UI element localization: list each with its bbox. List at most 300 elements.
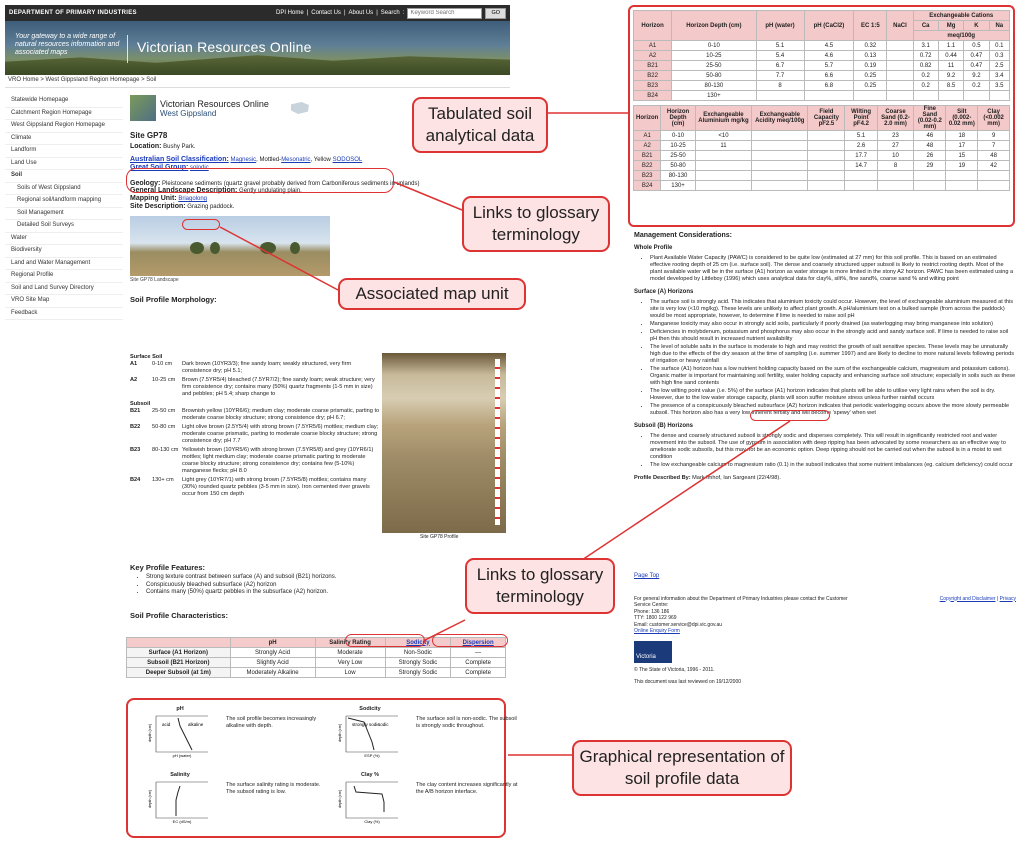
dpi-home-link[interactable]: DPI Home <box>276 10 304 16</box>
table1-cell <box>887 81 913 91</box>
table2-column-header: Horizon Depth (cm) <box>661 106 695 131</box>
table2-cell <box>752 151 808 161</box>
table2-cell: 130+ <box>661 181 695 191</box>
location-label: Location: <box>130 143 162 150</box>
table1-cell: 0.25 <box>854 71 887 81</box>
table1-column-header: Horizon Depth (cm) <box>672 11 756 41</box>
footer-contact-row <box>634 596 1016 635</box>
table2-column-header: Field Capacity pF2.5 <box>808 106 845 131</box>
characteristics-column-header <box>127 638 231 648</box>
table2-cell <box>845 171 877 181</box>
table2-cell <box>808 151 845 161</box>
characteristics-title: Soil Profile Characteristics: <box>130 610 228 620</box>
table2-cell: 8 <box>877 161 914 171</box>
mini-plot-svg <box>148 778 212 824</box>
sidebar-item[interactable]: Catchment Region Homepage <box>5 108 123 121</box>
go-button[interactable]: GO <box>485 8 506 19</box>
victoria-logo-text: Victoria <box>636 654 656 660</box>
table2-row <box>634 171 1010 181</box>
table2-cell <box>877 171 914 181</box>
table1-cell: 4.5 <box>804 41 854 51</box>
victoria-logo <box>634 641 672 663</box>
horizon-code: B21 <box>130 408 141 414</box>
management-title: Management Considerations: <box>634 232 733 239</box>
table1-cell <box>913 91 938 101</box>
mini-plot-xlabel: Clay (%) <box>364 819 380 824</box>
management-item: • The dense and coarsely structured subsoil is strongly sodic and disperses completely. This will result in significantly restricted root and water movement into the subsoil. The use of gypsum in association with deep ripping has been advocated by some researchers as an effective way to ameliorate sodic subsoils, but this may not be an economic option. Deep ripping should not be carried out when the subsoil is in a moist to wet condition <box>650 433 1016 461</box>
described-label: Profile Described By: <box>634 475 691 481</box>
sidebar-item[interactable]: Land Use <box>5 158 123 171</box>
table2-cell <box>752 181 808 191</box>
mini-plot-label: acid <box>162 722 171 727</box>
logo-line-1: Victorian Resources Online <box>160 98 269 109</box>
table2-cell: 19 <box>946 161 978 171</box>
table1-cell: A1 <box>634 41 672 51</box>
logo-line-2: West Gippsland <box>160 108 217 118</box>
management-section <box>634 232 1016 482</box>
table1-cell <box>938 91 963 101</box>
characteristics-row-header: Surface (A1 Horizon) <box>127 648 231 658</box>
footer-contact <box>634 596 864 635</box>
table1-row <box>634 91 1010 101</box>
table1-cell <box>964 91 989 101</box>
table1-cell: 0.3 <box>989 51 1009 61</box>
table2-cell <box>752 161 808 171</box>
dispersion-highlight <box>432 634 508 647</box>
characteristics-cell: Very Low <box>315 658 385 668</box>
table1-cell <box>804 91 854 101</box>
table1-cell: 50-80 <box>672 71 756 81</box>
whole-profile-title: Whole Profile <box>634 245 673 251</box>
key-feature-item: • Strong texture contrast between surface (A) and subsoil (B21) horizons. <box>146 574 508 582</box>
asc-link[interactable]: Australian Soil Classification: <box>130 156 229 163</box>
gld-value: Gently undulating plain. <box>239 188 302 194</box>
mini-plot-title: Clay % <box>360 772 380 778</box>
characteristics-cell: Low <box>315 668 385 678</box>
table1-cell: 0.1 <box>989 41 1009 51</box>
horizon-code: A1 <box>130 361 138 367</box>
gld-label: General Landscape Description: <box>130 187 238 194</box>
table2-row <box>634 181 1010 191</box>
table1-cell <box>887 61 913 71</box>
sidebar-item[interactable]: Landform <box>5 145 123 158</box>
mini-plot-description: The clay content increases significantly at the A/B horizon interface. <box>416 782 518 795</box>
horizon-depth: 80-130 cm <box>152 447 179 453</box>
table2-cell <box>752 131 808 141</box>
mapping-unit-link[interactable]: Briagolong <box>178 196 208 202</box>
mapping-unit-line <box>130 195 510 203</box>
table2-column-header: Exchangeable Acidity meq/100g <box>752 106 808 131</box>
table1-column-header: Horizon <box>634 11 672 41</box>
table1-column-header: pH (CaCl2) <box>804 11 854 41</box>
management-item: • The low wilting point value (i.e. 5%) of the surface (A1) horizon indicates that plants will be able to utilise very light rains when the soil is dry. However, due to the low water storage capacity, plants will soon suffer moisture stress unless further rainfall occurs <box>650 388 1016 402</box>
table1-cell <box>887 91 913 101</box>
morphology-list <box>130 351 380 500</box>
table1-column-header: pH (water) <box>756 11 804 41</box>
key-features-list <box>146 574 508 597</box>
horizon-depth: 10-25 cm <box>152 377 176 383</box>
characteristics-column-header[interactable]: Sodicity <box>385 638 451 648</box>
table2-cell: 9 <box>978 131 1010 141</box>
table1-cell: 0.47 <box>964 61 989 71</box>
profile-photo-caption: Site GP78 Profile <box>420 534 459 540</box>
table1-subheader: Mg <box>938 21 963 31</box>
mapping-unit-label: Mapping Unit: <box>130 195 177 202</box>
asc-text-2: , Yellow <box>310 157 333 163</box>
table1-cell: 8.5 <box>938 81 963 91</box>
table1-row <box>634 51 1010 61</box>
table1-cell: 0.2 <box>964 81 989 91</box>
management-item: • Deficiencies in molybdenum, potassium and phosphorus may also occur in the strongly acid and sandy surface soil. If lime is needed to raise soil pH then this should result in increased nutrient availability <box>650 329 1016 343</box>
characteristics-cell: Strongly Sodic <box>385 658 451 668</box>
table2-cell <box>946 181 978 191</box>
sidebar-item[interactable]: Regional soil/landform mapping <box>5 195 123 208</box>
table1-cell: 0.13 <box>854 51 887 61</box>
table2-cell: 2.6 <box>845 141 877 151</box>
sidebar-item[interactable]: VRO Site Map <box>5 295 123 308</box>
mini-plot-description: The surface soil is non-sodic. The subsoil is strongly sodic throughout. <box>416 716 517 729</box>
mini-plot-3 <box>148 772 212 824</box>
table2-cell <box>914 171 946 181</box>
table1-cell: 25-50 <box>672 61 756 71</box>
characteristics-cell: — <box>451 648 506 658</box>
table2-cell <box>695 151 751 161</box>
table1-cell: 0.47 <box>964 51 989 61</box>
sidebar-item[interactable]: Water <box>5 233 123 246</box>
horizon-depth: 50-80 cm <box>152 424 176 430</box>
table1-cell: 5.7 <box>804 61 854 71</box>
copyright-link[interactable]: Copyright and Disclaimer <box>939 595 996 602</box>
table2-column-header: Exchangeable Aluminium mg/kg <box>695 106 751 131</box>
table2-cell: 17.7 <box>845 151 877 161</box>
table1-cell: 6.8 <box>804 81 854 91</box>
table1-cell: 0.72 <box>913 51 938 61</box>
top-navigation-bar <box>5 5 510 21</box>
table2-row <box>634 141 1010 151</box>
table2-cell: B23 <box>634 171 661 181</box>
table1-cell: 8 <box>756 81 804 91</box>
table1-cell: 80-130 <box>672 81 756 91</box>
table2-cell: A2 <box>634 141 661 151</box>
table1-cell: 9.2 <box>938 71 963 81</box>
mini-plot-ylabel: depth (cm) <box>338 723 342 742</box>
characteristics-cell: Non-Sodic <box>385 648 451 658</box>
table2-row <box>634 161 1010 171</box>
table1-cell: 6.6 <box>804 71 854 81</box>
characteristics-column-header[interactable]: Dispersion <box>451 638 506 648</box>
management-item: • Manganese toxicity may also occur in strongly acid soils, particularly if poorly drained (as waterlogging may bring manganese into solution) <box>650 321 1016 328</box>
table2-cell <box>808 131 845 141</box>
mini-plot-ylabel: depth (cm) <box>148 789 152 808</box>
characteristics-row <box>127 658 506 668</box>
callout-tabulated-data: Tabulated soil analytical data <box>412 97 548 153</box>
top-links: DPI Home | Contact Us | About Us | Search : Keyword Search GO <box>276 8 506 19</box>
table2-cell: 0-10 <box>661 131 695 141</box>
surface-title: Surface (A) Horizons <box>634 289 694 295</box>
table2-cell <box>978 181 1010 191</box>
mini-plot-title: pH <box>176 706 184 712</box>
sidebar-item[interactable]: Soil and Land Survey Directory <box>5 283 123 296</box>
table2-cell: 26 <box>914 151 946 161</box>
table1-cell: 6.7 <box>756 61 804 71</box>
table2-cell: 18 <box>946 131 978 141</box>
table1-cell: 3.1 <box>913 41 938 51</box>
table1-cell: 0-10 <box>672 41 756 51</box>
mini-plot-line <box>354 786 384 812</box>
horizon-description: Dark brown (10YR3/3); fine sandy loam; weakly structured, very firm consistence dry; pH 5.1; <box>182 361 352 374</box>
horizon-depth: 0-10 cm <box>152 361 173 367</box>
site-description-line <box>130 203 510 211</box>
vro-logo-text <box>160 99 269 118</box>
characteristics-cell: Moderately Alkaline <box>230 668 315 678</box>
physical-data-table <box>633 105 1010 191</box>
table2-cell <box>808 141 845 151</box>
sidebar-item[interactable]: Statewide Homepage <box>5 95 123 108</box>
magnesic-link[interactable]: Magnesic <box>230 157 257 163</box>
sodosol-link[interactable]: SODOSOL <box>332 157 363 163</box>
mini-plot-xlabel: EC (dS/m) <box>172 819 192 824</box>
table1-cell <box>854 91 887 101</box>
footer-enquiry-link[interactable]: Online Enquiry Form <box>634 628 680 634</box>
table1-subheader: Ca <box>913 21 938 31</box>
mini-plot-description: The soil profile becomes increasingly alkaline with depth. <box>226 716 317 729</box>
table1-column-header: Exchangeable Cations <box>913 11 1010 21</box>
table2-column-header: Horizon <box>634 106 661 131</box>
callout-map-unit: Associated map unit <box>338 278 526 310</box>
landscape-photo <box>130 216 330 276</box>
page-footer <box>634 573 1016 686</box>
mesonatric-link[interactable]: Mesonatric <box>281 157 311 163</box>
table2-cell <box>752 171 808 181</box>
callout-glossary-1: Links to glossary terminology <box>462 196 610 252</box>
table1-column-header: EC 1:5 <box>854 11 887 41</box>
table1-cell: 1.1 <box>938 41 963 51</box>
described-value: Mark Imhof, Ian Sargeant (22/4/98). <box>692 475 781 481</box>
morphology-row <box>130 408 380 422</box>
site-banner <box>5 21 510 75</box>
table1-cell: 10-25 <box>672 51 756 61</box>
table1-row <box>634 81 1010 91</box>
sidebar-item[interactable]: Biodiversity <box>5 245 123 258</box>
table1-cell <box>989 91 1009 101</box>
table1-cell: 2.5 <box>989 61 1009 71</box>
table1-header-row <box>634 11 1010 21</box>
management-item: • The presence of a conspicuously bleached subsurface (A2) horizon indicates that periodic waterlogging occurs above the more slowly permeable subsoil. This horizon also has a very low inherent fertility and will become 'spewy' when wet <box>650 403 1016 417</box>
morphology-group-label: Surface Soil <box>130 354 163 360</box>
table1-subheader: K <box>964 21 989 31</box>
site-title: Site GP78 <box>130 131 168 140</box>
mini-plot-ylabel: depth (cm) <box>338 789 342 808</box>
mini-plot-description: The surface salinity rating is moderate. The subsoil rating is low. <box>226 782 321 795</box>
table2-cell <box>808 161 845 171</box>
mini-plot-title: Sodicity <box>359 706 381 712</box>
characteristics-column-header: Salinity Rating <box>315 638 385 648</box>
whole-profile-list <box>650 255 1016 283</box>
table2-cell: 14.7 <box>845 161 877 171</box>
sidebar-item[interactable]: Soil <box>5 170 123 183</box>
table1-cell: 0.5 <box>964 41 989 51</box>
sidebar-item[interactable]: Soils of West Gippsland <box>5 183 123 196</box>
table2-cell: 7 <box>978 141 1010 151</box>
sidebar-item[interactable]: Regional Profile <box>5 270 123 283</box>
table1-cell: 3.4 <box>989 71 1009 81</box>
horizon-description: Light grey (10YR7/1) with strong brown (7.5YR5/8) mottles; contains many (30%) rounded quartz pebbles (3-5 mm in size). Iron cemented river gravels occur from 150 cm depth <box>182 477 370 497</box>
table2-cell: 46 <box>914 131 946 141</box>
characteristics-cell: Strongly Acid <box>230 648 315 658</box>
sidebar-item[interactable]: West Gippsland Region Homepage <box>5 120 123 133</box>
table2-cell: 48 <box>914 141 946 151</box>
table1-cell <box>756 91 804 101</box>
asc-text-1: , Mottled- <box>256 157 282 163</box>
characteristics-column-header: pH <box>230 638 315 648</box>
glossary-link-highlight <box>750 410 830 421</box>
table1-row <box>634 41 1010 51</box>
table1-cell: 0.2 <box>913 81 938 91</box>
table2-row <box>634 151 1010 161</box>
department-name: DEPARTMENT OF PRIMARY INDUSTRIES <box>9 10 137 16</box>
site-description-label: Site Description: <box>130 203 186 210</box>
mini-plot-axes <box>156 782 208 818</box>
morphology-row <box>130 424 380 445</box>
sidebar-item[interactable]: Climate <box>5 133 123 146</box>
table1-cell: B24 <box>634 91 672 101</box>
morphology-row <box>130 361 380 375</box>
table1-cell: 11 <box>938 61 963 71</box>
table1-cell: 5.4 <box>756 51 804 61</box>
horizon-description: Light olive brown (2.5Y5/4) with strong brown (7.5YR5/6) mottles; medium clay; moderate coarse prismatic, parting to moderate coarse blocky structure; strong consistence dry; pH 7.7 <box>182 424 379 444</box>
measuring-tape <box>495 359 500 525</box>
footer-general: For general information about the Department of Primary Industries please contact the Customer Service Centre: <box>634 595 848 608</box>
key-feature-item: • Conspicuously bleached subsurface (A2) horizon <box>146 582 508 590</box>
characteristics-cell: Moderate <box>315 648 385 658</box>
footer-legal-links: Copyright and Disclaimer | Privacy <box>939 595 1016 602</box>
table1-cell: 130+ <box>672 91 756 101</box>
described-by <box>634 475 1016 482</box>
site-description-value: Grazing paddock. <box>187 204 235 210</box>
characteristics-row-header: Subsoil (B21 Horizon) <box>127 658 231 668</box>
mini-plot-label: sodic <box>378 722 389 727</box>
gsg-link[interactable]: Great Soil Group: <box>130 164 189 171</box>
morphology-title: Soil Profile Morphology: <box>130 295 217 304</box>
banner-brand[interactable]: Victorian Resources Online <box>137 39 312 55</box>
table2-cell: B22 <box>634 161 661 171</box>
solodic-link[interactable]: solodic <box>190 165 209 171</box>
contact-us-link[interactable]: Contact Us <box>311 10 341 16</box>
classification-highlight <box>126 168 394 193</box>
callout-glossary-2: Links to glossary terminology <box>465 558 615 614</box>
callout-graphical: Graphical representation of soil profile data <box>572 740 792 796</box>
subsoil-title: Subsoil (B) Horizons <box>634 423 693 429</box>
table2-cell: 10 <box>877 151 914 161</box>
table2-cell: 80-130 <box>661 171 695 181</box>
table2-cell: 23 <box>877 131 914 141</box>
characteristics-row <box>127 648 506 658</box>
mini-plot-1 <box>148 706 212 758</box>
banner-tagline: Your gateway to a wide range of natural resources information and associated maps <box>15 33 120 56</box>
table2-cell <box>978 171 1010 181</box>
characteristics-cell: Complete <box>451 658 506 668</box>
horizon-code: B22 <box>130 424 141 430</box>
table1-row <box>634 71 1010 81</box>
horizon-description: Brown (7.5YR5/4) bleached (7.5YR7/2); fine sandy loam; weak structure; very firm consistence dry; contains many (50%) quartz fragments (1-5 mm in size) and pebbles; pH 5.4; sharp change to <box>182 377 375 397</box>
sidebar-item[interactable]: Detailed Soil Surveys <box>5 220 123 233</box>
table2-cell: B21 <box>634 151 661 161</box>
banner-divider <box>127 35 128 63</box>
table2-cell: 15 <box>946 151 978 161</box>
search-input[interactable] <box>407 8 482 19</box>
mini-plot-xlabel: pH (water) <box>172 753 192 758</box>
table2-cell <box>695 171 751 181</box>
table1-cell: 3.5 <box>989 81 1009 91</box>
sidebar-item[interactable]: Soil Management <box>5 208 123 221</box>
morphology-row <box>130 447 380 475</box>
table2-column-header: Clay (<0.002 mm) <box>978 106 1010 131</box>
chemical-data-table <box>633 10 1010 101</box>
table2-cell: 48 <box>978 151 1010 161</box>
horizon-code: B23 <box>130 447 141 453</box>
morphology-row <box>130 477 380 498</box>
sidebar-item[interactable]: Feedback <box>5 308 123 321</box>
table2-row <box>634 131 1010 141</box>
search-label: Search <box>380 10 400 16</box>
horizon-code: A2 <box>130 377 138 383</box>
mini-plot-2 <box>338 706 402 758</box>
table2-cell: 25-50 <box>661 151 695 161</box>
table1-cell <box>887 71 913 81</box>
mini-plot-axes <box>346 782 398 818</box>
table1-subheader: Na <box>989 21 1009 31</box>
analytical-tables <box>628 5 1015 227</box>
reviewed-text: This document was last reviewed on 19/12/2000 <box>634 679 742 685</box>
mapping-unit-highlight <box>182 219 220 230</box>
management-item: • The low exchangeable calcium to magnesium ratio (0.1) in the subsoil indicates that some nutrient imbalances (eg. calcium deficiency) could occur <box>650 462 1016 469</box>
table1-cell: 0.32 <box>854 41 887 51</box>
mini-plot-svg <box>338 712 402 758</box>
mini-plot-xlabel: ESP (%) <box>364 753 380 758</box>
footer-email[interactable]: Email: customer.service@dpi.vic.gov.au <box>634 621 723 628</box>
about-us-link[interactable]: About Us <box>348 10 374 16</box>
table2-cell <box>845 181 877 191</box>
page-top-link[interactable]: Page Top <box>634 573 660 579</box>
characteristics-row <box>127 668 506 678</box>
table2-column-header: Fine Sand (0.02-0.2 mm) <box>914 106 946 131</box>
table2-cell: 10-25 <box>661 141 695 151</box>
morphology-row <box>130 377 380 398</box>
mini-plot-4 <box>338 772 402 824</box>
table2-cell: 42 <box>978 161 1010 171</box>
footer-phone: Phone: 136 186 <box>634 608 670 615</box>
profile-photo <box>382 353 506 533</box>
table1-cell: 0.82 <box>913 61 938 71</box>
table2-cell: 5.1 <box>845 131 877 141</box>
table2-cell <box>877 181 914 191</box>
table1-cell: B21 <box>634 61 672 71</box>
vro-logo-icon <box>130 95 156 121</box>
sidebar-item[interactable]: Land and Water Management <box>5 258 123 271</box>
table2-cell: 17 <box>946 141 978 151</box>
management-item: • Plant Available Water Capacity (PAWC) is considered to be quite low (estimated at 27 mm) for this soil profile. This is based on an estimated effective rooting depth of 25 cm (i.e. surface soil). The dense and coarsely structured upper subsoil is likely to restrict rooting depth. Most of the plant available water will be in the surface (A1) horizon as water storage is more limited in the stony A2 horizon. PAWC has been estimated using a model developed by Littleboy (1996) which uses analytical data for clay%, silt%, fine sand%, coarse sand % and wilting point <box>650 255 1016 283</box>
key-feature-item: • Contains many (50%) quartz pebbles in the subsurface (A2) horizon. <box>146 589 508 597</box>
sidebar-nav <box>5 95 123 320</box>
geology-label: Geology: <box>130 180 161 187</box>
management-item: • The level of soluble salts in the surface is moderate to high and may restrict the growth of salt sensitive species. These levels may be unnaturally high due to the effects of the dry season at the time of sampling (i.e. summer 1997) and are likely to decline to more natural levels following periods of irrigation or heavy rainfall <box>650 344 1016 365</box>
key-features <box>130 563 508 620</box>
mini-plot-line <box>176 786 180 816</box>
table2-cell: 11 <box>695 141 751 151</box>
table2-cell: 29 <box>914 161 946 171</box>
breadcrumb[interactable]: VRO Home > West Gippsland Region Homepage > Soil <box>5 77 510 88</box>
privacy-link[interactable]: Privacy <box>999 595 1016 602</box>
